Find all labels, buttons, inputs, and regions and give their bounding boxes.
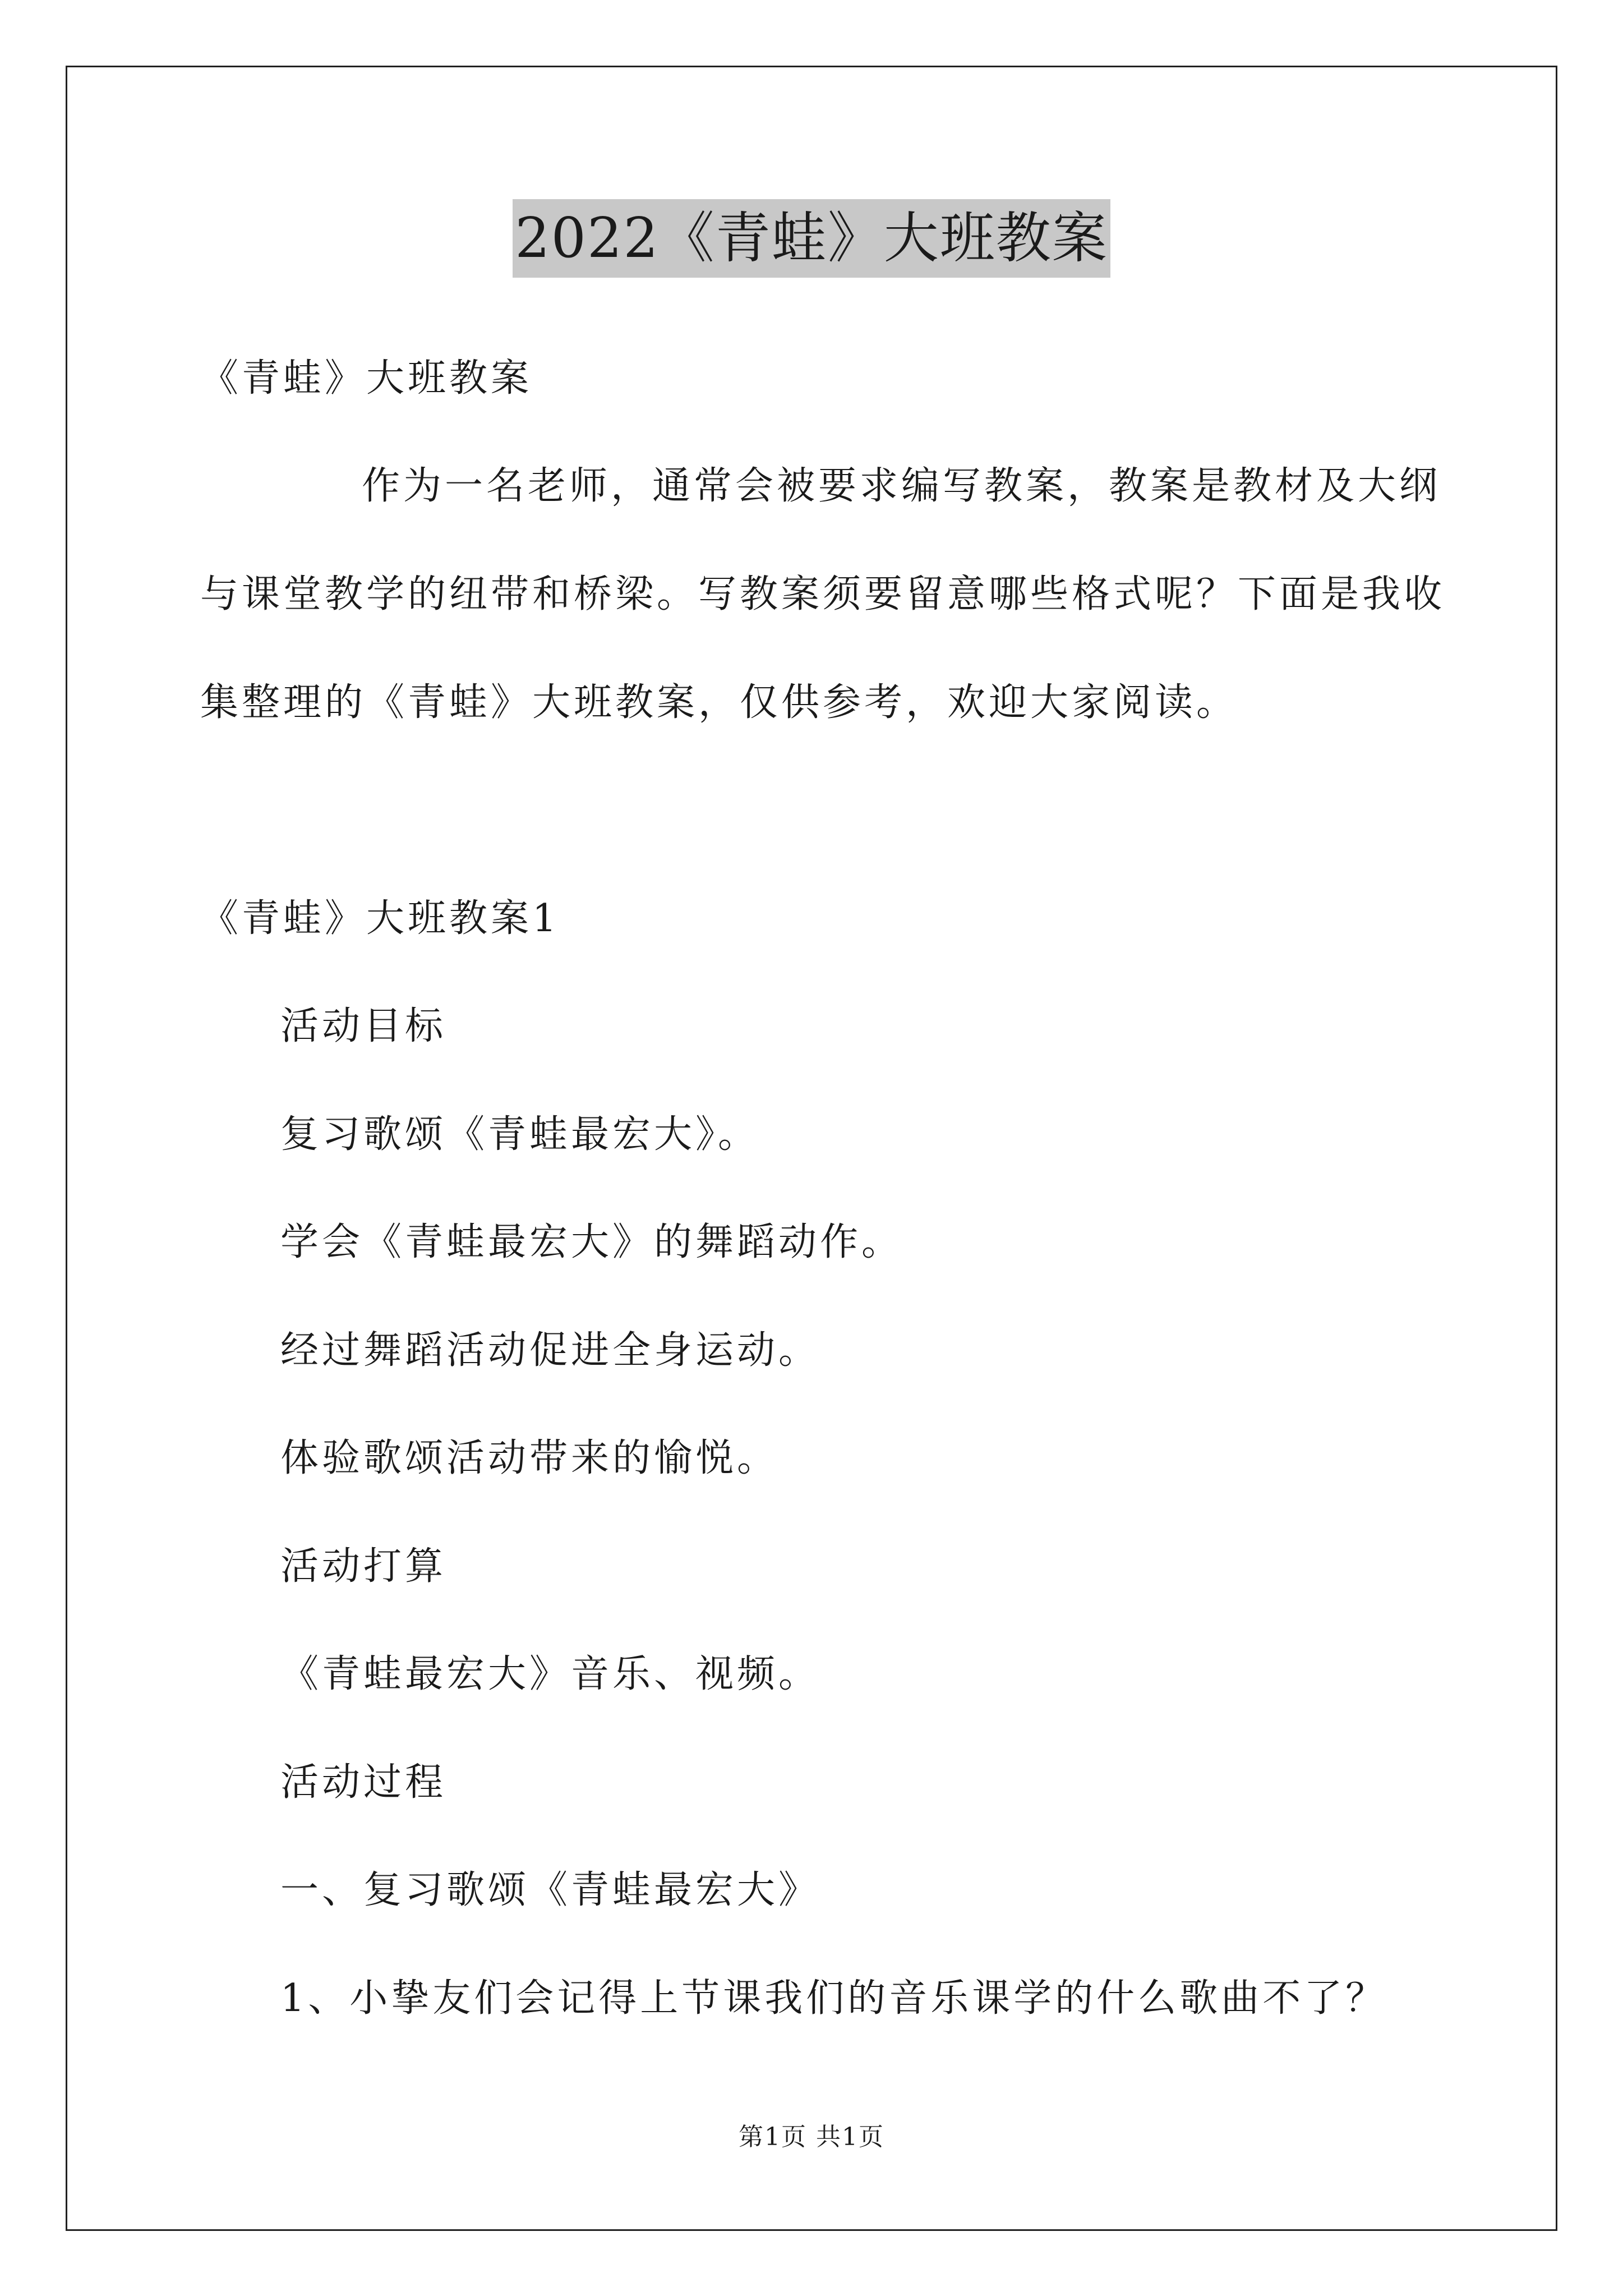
page-footer: 第1页 共1页 [739, 2123, 884, 2151]
body-line: 经过舞蹈活动促进全身运动。 [280, 1328, 820, 1373]
body-line: 复习歌颂《青蛙最宏大》。 [280, 1112, 760, 1157]
intro-line: 与课堂教学的纽带和桥梁。写教案须要留意哪些格式呢？下面是我收 [200, 572, 1446, 616]
body-line: 学会《青蛙最宏大》的舞蹈动作。 [280, 1220, 903, 1264]
body-line: 1、小挚友们会记得上节课我们的音乐课学的什么歌曲不了？ [280, 1976, 1387, 2021]
body-line: 体验歌颂活动带来的愉悦。 [280, 1436, 779, 1480]
document-subtitle: 《青蛙》大班教案 [200, 356, 533, 401]
body-line: 活动目标 [280, 1004, 447, 1048]
body-line: 活动打算 [280, 1544, 447, 1589]
title-container [0, 199, 1623, 278]
body-line: 《青蛙最宏大》音乐、视频。 [280, 1652, 820, 1696]
body-line: 活动过程 [280, 1760, 447, 1805]
intro-line: 集整理的《青蛙》大班教案，仅供参考，欢迎大家阅读。 [200, 680, 1238, 725]
document-title: 2022《青蛙》大班教案 [513, 199, 1110, 278]
body-line: 一、复习歌颂《青蛙最宏大》 [280, 1868, 820, 1912]
intro-line: 作为一名老师，通常会被要求编写教案，教案是教材及大纲 [362, 464, 1441, 508]
section-heading: 《青蛙》大班教案1 [200, 896, 560, 941]
